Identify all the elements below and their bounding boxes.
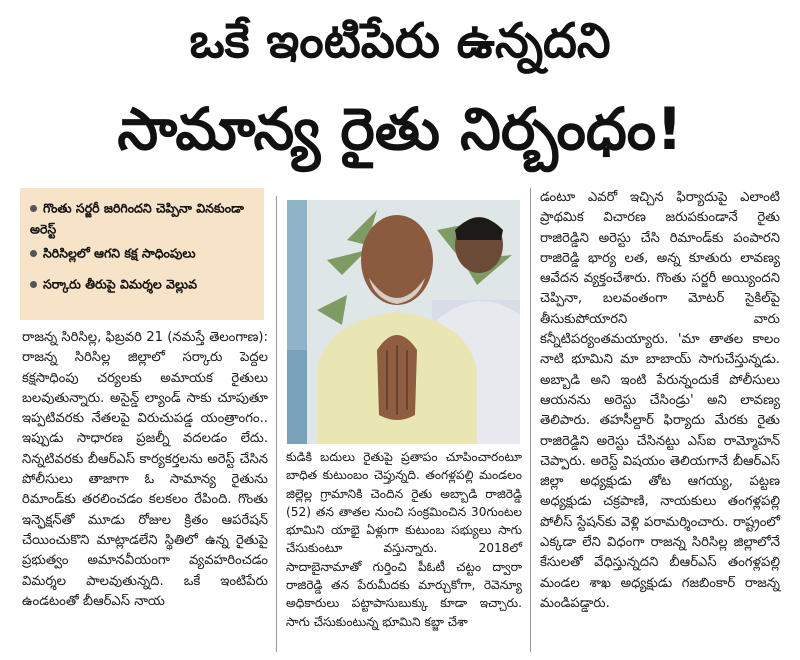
column-divider — [276, 196, 277, 652]
headline-line-2: సామాన్య రైతు నిర్బంధం! — [117, 95, 683, 163]
farmer-photo — [287, 200, 520, 444]
farmer-photo-illustration — [287, 200, 520, 444]
article-column-right: డంటూ ఎవరో ఇచ్చిన ఫిర్యాదుపై ఎలాంటి ప్రాథమిక విచారణ జరుపకుండానే రైతు రాజిరెడ్డిని అరెస్టు చేసి రిమాండ్‌కు పంపారని రాజిరెడ్డి భార్య లత, అన్న కూతురు లావణ్య ఆవేదన వ్యక్తంచేశారు. గొంతు సర్జరీ అయ్యిందని చెప్పినా, బలవంతంగా మోటర్ సైకిల్‌పై తీసుకుపోయారని వారు కన్నీటిపర్యంతమయ్యారు. 'మా తాతల కాలం నాటి భూమిని మా బాబాయ్ సాగుచేస్తున్నడు. అబ్బాడి అని ఇంటి పేరున్నందుకే పోలీసులు ఆయనను అరెస్టు చేసిండ్రు' అని లావణ్య తెలిపారు. తహసీల్దార్ ఫిర్యాదు మేరకు రైతు రాజిరెడ్డిని అరెస్టు చేసినట్టు ఎస్ఐ రామ్మోహన్ చెప్పారు. అరెస్ట్ విషయం తెలియగానే బీఆర్ఎస్ జిల్లా అధ్యక్షుడు తోట ఆగయ్య, పట్టణ అధ్యక్షుడు చక్రపాణి, నాయకులు తంగళ్లపల్లి పోలీస్ స్టేషన్‌కు వెళ్లి పరామర్శించారు. రాష్ట్రంలో ఎక్కడా లేని విధంగా రాజన్న సిరిసిల్ల జిల్లాలోనే కేసులతో వేధిస్తున్నదని బీఆర్ఎస్ తంగళ్లపల్లి మండల శాఖ అధ్యక్షుడు గజబింకార్ రాజన్న మండిపడ్డారు. — [540, 190, 780, 611]
bullet-icon — [30, 205, 37, 212]
headline-line-1: ఒకే ఇంటిపేరు ఉన్నదని — [189, 13, 611, 69]
bullet-icon — [30, 250, 37, 257]
article-column-left: రాజన్న సిరిసిల్ల, ఫిబ్రవరి 21 (నమస్తే తెలంగాణ): రాజన్న సిరిసిల్ల జిల్లాలో సర్కారు పెద్దల కక్షసాధింపు చర్యలకు అమాయక రైతులు బలవుతున్నారు. అసైన్డ్ ల్యాండ్ సాకు చూపుతూ ఇప్పటివరకు నేతలపై విరుచుపడ్డ యంత్రాంగం.. ఇప్పుడు సాధారణ ప్రజల్నీ వదలడం లేదు. నిన్నటివరకు బీఆర్ఎస్ కార్యకర్తలను అరెస్ట్ చేసిన పోలీసులు తాజాగా ఓ సామాన్య రైతును రిమాండ్‌కు తరలించడం కలకలం రేపింది. గొంతు ఇన్ఫెక్షన్‌తో మూడు రోజుల క్రితం ఆపరేషన్ చేయించుకొని మాట్లాడలేని స్థితిలో ఉన్న రైతుపై ప్రభుత్వం అమానవీయంగా వ్యవహరించడం విమర్శల పాలవుతున్నది. ఒకే ఇంటిపేరు ఉండటంతో బీఆర్ఎస్ నాయ — [22, 330, 268, 609]
column-divider — [530, 188, 531, 652]
highlight-item: గొంతు సర్జరీ జరిగిందని చెప్పినా వినకుండా అరెస్ట్ — [30, 200, 244, 236]
highlights-box — [20, 188, 264, 320]
highlight-item: సిరిసిల్లలో ఆగని కక్ష సాధింపులు — [30, 243, 262, 264]
highlight-item: సర్కారు తీరుపై విమర్శల వెల్లువ — [30, 274, 262, 295]
article-column-middle: కుడికి బదులు రైతుపై ప్రతాపం చూపించారంటూ బాధిత కుటుంబం చెప్తున్నది. తంగళ్లపల్లి మండలం జిల్లెల్ల గ్రామానికి చెందిన రైతు అబ్బాడి రాజిరెడ్డి (52) తన తాతల నుంచి సంక్రమించిన 30గుంటల భూమిని యాభై ఏళ్లుగా కుటుంబ సభ్యులు సాగు చేసుకుంటూ వస్తున్నారు. 2018లో సాదాబైనామాతో గుర్తించి పీఓటీ చట్టం ద్వారా రాజిరెడ్డి తన పేరుమీదకు మార్చుకోగా, రెవెన్యూ అధికారులు పట్టాపాసుబుక్కు కూడా ఇచ్చారు. సాగు చేసుకుంటున్న భూమిని కబ్జా చేశా — [286, 450, 522, 629]
bullet-icon — [30, 281, 37, 288]
